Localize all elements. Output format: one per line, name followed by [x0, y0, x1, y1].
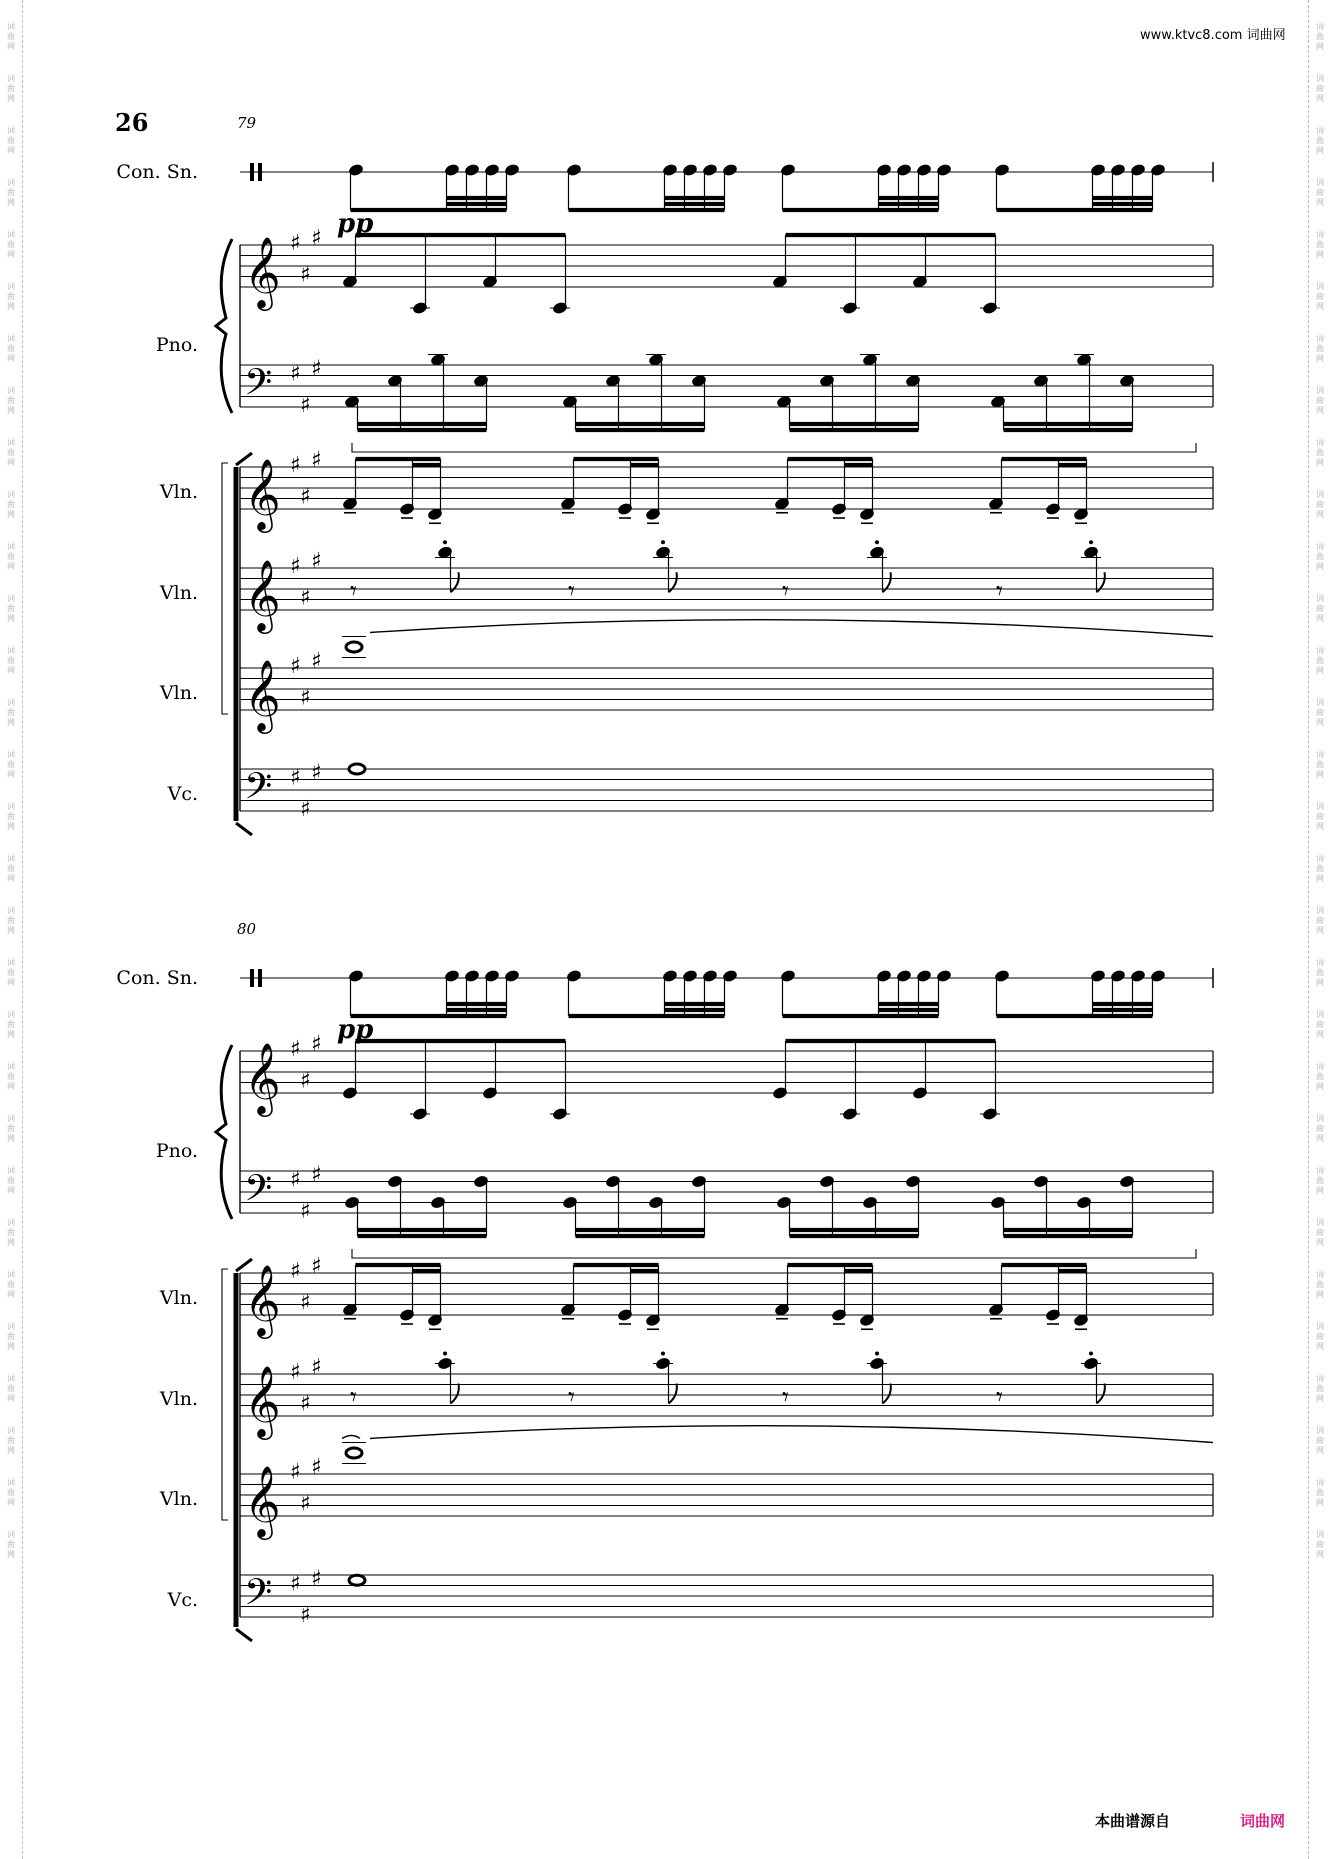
bracket-hook: [236, 1629, 252, 1641]
sharp-sign: ♯: [311, 1566, 322, 1592]
margin-glyph: 词: [7, 230, 15, 239]
footer-brand-text: 词曲网: [1240, 1812, 1286, 1830]
margin-glyph: 词: [1316, 230, 1324, 239]
page-number: 26: [115, 108, 149, 137]
margin-glyph: 词: [1316, 698, 1324, 707]
sharp-sign: ♯: [300, 1068, 311, 1094]
margin-glyph: 网: [1316, 770, 1324, 779]
margin-glyph: 网: [7, 406, 15, 415]
margin-glyph: 曲: [7, 84, 15, 93]
staccato-dot: [1089, 1352, 1093, 1356]
margin-glyph: 词: [7, 1478, 15, 1487]
margin-glyph: 网: [1316, 874, 1324, 883]
instrument-label: Vln.: [159, 1388, 198, 1410]
margin-glyph: 词: [1316, 386, 1324, 395]
margin-glyph: 曲: [7, 552, 15, 561]
margin-glyph: 网: [7, 198, 15, 207]
margin-glyph: 曲: [7, 1384, 15, 1393]
margin-glyph: 曲: [7, 136, 15, 145]
margin-glyph: 曲: [1316, 1436, 1324, 1445]
margin-glyph: 词: [1316, 178, 1324, 187]
margin-glyph: 词: [1316, 1322, 1324, 1331]
margin-glyph: 网: [7, 354, 15, 363]
note-flag: [883, 1384, 891, 1404]
margin-glyph: 网: [7, 1290, 15, 1299]
sharp-sign: ♯: [311, 648, 322, 674]
sharp-sign: ♯: [300, 585, 311, 611]
margin-glyph: 词: [7, 22, 15, 31]
margin-glyph: 网: [1316, 822, 1324, 831]
instrument-label: Vln.: [159, 1488, 198, 1510]
sharp-sign: ♯: [300, 1199, 311, 1224]
margin-glyph: 词: [7, 1218, 15, 1227]
margin-glyph: 网: [1316, 1342, 1324, 1351]
margin-glyph: 网: [1316, 614, 1324, 623]
margin-glyph: 网: [7, 1550, 15, 1559]
sharp-sign: ♯: [300, 1290, 311, 1316]
margin-glyph: 网: [7, 770, 15, 779]
note-flag: [451, 1384, 459, 1404]
margin-glyph: 曲: [1316, 968, 1324, 977]
margin-glyph: 网: [1316, 926, 1324, 935]
margin-glyph: 词: [1316, 1166, 1324, 1175]
bass-clef: 𝄢: [244, 1167, 273, 1219]
margin-glyph: 网: [7, 42, 15, 51]
eighth-rest: 𝄾: [568, 576, 575, 607]
treble-clef: 𝄞: [244, 235, 281, 308]
eighth-rest: 𝄾: [350, 1382, 357, 1413]
sharp-sign: ♯: [300, 1491, 311, 1517]
margin-glyph: 网: [1316, 198, 1324, 207]
margin-glyph: 网: [1316, 718, 1324, 727]
sharp-sign: ♯: [311, 1354, 322, 1380]
margin-glyph: 曲: [7, 864, 15, 873]
whole-note: [346, 1448, 362, 1458]
sharp-sign: ♯: [290, 453, 301, 478]
margin-glyph: 网: [1316, 666, 1324, 675]
margin-glyph: 词: [1316, 1062, 1324, 1071]
margin-glyph: 曲: [1316, 344, 1324, 353]
piano-brace: [216, 1045, 232, 1219]
percussion-clef: [258, 969, 262, 987]
margin-glyph: 网: [7, 822, 15, 831]
margin-glyph: 网: [1316, 42, 1324, 51]
margin-glyph: 曲: [1316, 188, 1324, 197]
instrument-label: Vln.: [159, 1287, 198, 1309]
treble-clef: 𝄞: [244, 457, 281, 530]
margin-glyph: 词: [1316, 854, 1324, 863]
sharp-sign: ♯: [300, 797, 311, 822]
margin-glyph: 曲: [7, 968, 15, 977]
margin-glyph: 网: [7, 1186, 15, 1195]
margin-glyph: 曲: [7, 916, 15, 925]
measure-number: 79: [237, 114, 257, 132]
instrument-label: Vc.: [167, 1589, 198, 1611]
margin-glyph: 词: [1316, 958, 1324, 967]
margin-glyph: 词: [1316, 1478, 1324, 1487]
eighth-rest: 𝄾: [996, 1382, 1003, 1413]
sharp-sign: ♯: [290, 1259, 301, 1284]
margin-glyph: 网: [1316, 1030, 1324, 1039]
margin-glyph: 曲: [7, 604, 15, 613]
margin-glyph: 网: [1316, 562, 1324, 571]
measure-number: 80: [237, 920, 257, 938]
margin-glyph: 网: [1316, 354, 1324, 363]
instrument-label: Pno.: [155, 1140, 198, 1162]
margin-glyph: 词: [1316, 750, 1324, 759]
margin-glyph: 曲: [1316, 656, 1324, 665]
staccato-dot: [875, 1352, 879, 1356]
sharp-sign: ♯: [311, 1454, 322, 1480]
margin-glyph: 词: [7, 802, 15, 811]
margin-glyph: 网: [7, 1342, 15, 1351]
margin-glyph: 曲: [7, 500, 15, 509]
margin-glyph: 网: [1316, 1290, 1324, 1299]
margin-glyph: 词: [1316, 1010, 1324, 1019]
margin-glyph: 网: [7, 146, 15, 155]
margin-glyph: 网: [7, 1134, 15, 1143]
whole-note: [349, 764, 365, 774]
margin-glyph: 词: [7, 958, 15, 967]
margin-glyph: 词: [7, 646, 15, 655]
margin-glyph: 曲: [7, 1176, 15, 1185]
treble-clef: 𝄞: [244, 1041, 281, 1114]
treble-clef: 𝄞: [244, 658, 281, 731]
margin-glyph: 词: [7, 906, 15, 915]
staccato-dot: [661, 540, 665, 544]
margin-glyph: 曲: [1316, 1020, 1324, 1029]
margin-glyph: 曲: [1316, 136, 1324, 145]
margin-glyph: 曲: [1316, 552, 1324, 561]
instrument-label: Vc.: [167, 783, 198, 805]
sharp-sign: ♯: [290, 554, 301, 579]
margin-glyph: 网: [7, 874, 15, 883]
margin-glyph: 网: [7, 614, 15, 623]
sharp-sign: ♯: [311, 1031, 322, 1057]
margin-glyph: 曲: [1316, 1072, 1324, 1081]
margin-glyph: 曲: [7, 1436, 15, 1445]
margin-glyph: 词: [7, 334, 15, 343]
margin-glyph: 词: [1316, 1530, 1324, 1539]
violin-subbracket: [222, 463, 228, 714]
margin-glyph: 网: [1316, 1498, 1324, 1507]
system-2: [116, 920, 1213, 1641]
margin-glyph: 网: [7, 978, 15, 987]
margin-glyph: 网: [1316, 94, 1324, 103]
tie-slur: [370, 620, 1213, 637]
margin-glyph: 曲: [7, 240, 15, 249]
margin-glyph: 曲: [1316, 1228, 1324, 1237]
eighth-rest: 𝄾: [782, 576, 789, 607]
margin-glyph: 网: [7, 1446, 15, 1455]
margin-glyph: 词: [7, 282, 15, 291]
margin-glyph: 词: [7, 594, 15, 603]
sharp-sign: ♯: [290, 361, 301, 387]
eighth-rest: 𝄾: [350, 576, 357, 607]
pedal-bracket: [352, 443, 1196, 452]
margin-glyph: 曲: [7, 1072, 15, 1081]
sharp-sign: ♯: [311, 225, 322, 251]
pedal-bracket: [352, 1249, 1196, 1258]
margin-glyph: 曲: [1316, 84, 1324, 93]
piano-brace: [216, 239, 232, 413]
margin-glyph: 词: [7, 1166, 15, 1175]
tie-slur: [370, 1426, 1213, 1443]
margin-glyph: 曲: [7, 188, 15, 197]
instrument-label: Pno.: [155, 334, 198, 356]
whole-note: [349, 1575, 365, 1585]
staccato-dot: [875, 540, 879, 544]
margin-glyph: 词: [7, 1010, 15, 1019]
margin-glyph: 曲: [1316, 1332, 1324, 1341]
margin-glyph: 网: [1316, 302, 1324, 311]
margin-glyph: 曲: [7, 1332, 15, 1341]
sharp-sign: ♯: [300, 1391, 311, 1417]
margin-glyph: 网: [1316, 406, 1324, 415]
margin-glyph: 词: [1316, 438, 1324, 447]
margin-glyph: 网: [7, 926, 15, 935]
staccato-dot: [1089, 540, 1093, 544]
margin-glyph: 曲: [7, 448, 15, 457]
margin-glyph: 曲: [1316, 1124, 1324, 1133]
violin-subbracket: [222, 1269, 228, 1520]
margin-glyph: 词: [7, 386, 15, 395]
margin-glyph: 词: [1316, 542, 1324, 551]
margin-glyph: 网: [7, 250, 15, 259]
margin-glyph: 网: [1316, 510, 1324, 519]
instrument-label: Vln.: [159, 582, 198, 604]
site-label: www.ktvc8.com 词曲网: [1140, 28, 1286, 43]
margin-glyph: 曲: [7, 32, 15, 41]
note-flag: [1097, 1384, 1105, 1404]
margin-glyph: 网: [7, 1030, 15, 1039]
margin-glyph: 网: [1316, 1394, 1324, 1403]
staccato-dot: [443, 1352, 447, 1356]
sharp-sign: ♯: [300, 393, 311, 418]
margin-glyph: 词: [7, 438, 15, 447]
percussion-clef: [250, 969, 254, 987]
margin-glyph: 曲: [1316, 708, 1324, 717]
margin-glyph: 网: [1316, 458, 1324, 467]
eighth-rest: 𝄾: [568, 1382, 575, 1413]
instrument-label: Con. Sn.: [116, 967, 198, 989]
treble-clef: 𝄞: [244, 1464, 281, 1537]
margin-glyph: 曲: [1316, 32, 1324, 41]
margin-glyph: 网: [1316, 1238, 1324, 1247]
instrument-label: Vln.: [159, 481, 198, 503]
margin-glyph: 网: [7, 666, 15, 675]
dynamic-marking: pp: [337, 209, 374, 239]
margin-glyph: 词: [7, 74, 15, 83]
margin-glyph: 曲: [7, 396, 15, 405]
margin-glyph: 网: [7, 510, 15, 519]
margin-glyph: 曲: [7, 812, 15, 821]
margin-glyph: 词: [7, 1530, 15, 1539]
margin-glyph: 曲: [7, 344, 15, 353]
margin-glyph: 词: [1316, 646, 1324, 655]
margin-glyph: 网: [1316, 250, 1324, 259]
margin-glyph: 曲: [1316, 500, 1324, 509]
margin-glyph: 曲: [1316, 812, 1324, 821]
margin-glyph: 曲: [1316, 1384, 1324, 1393]
sharp-sign: ♯: [290, 1360, 301, 1385]
margin-glyph: 词: [1316, 74, 1324, 83]
margin-glyph: 曲: [7, 708, 15, 717]
margin-glyph: 词: [7, 1374, 15, 1383]
margin-glyph: 词: [7, 1270, 15, 1279]
margin-glyph: 词: [7, 1062, 15, 1071]
margin-glyph: 网: [7, 1238, 15, 1247]
margin-glyph: 网: [1316, 1082, 1324, 1091]
sharp-sign: ♯: [300, 484, 311, 510]
sharp-sign: ♯: [290, 1460, 301, 1485]
margin-glyph: 词: [1316, 802, 1324, 811]
instrument-label: Con. Sn.: [116, 161, 198, 183]
percussion-clef: [258, 163, 262, 181]
margin-glyph: 词: [7, 750, 15, 759]
margin-glyph: 曲: [1316, 760, 1324, 769]
margin-glyph: 曲: [7, 1020, 15, 1029]
margin-glyph: 曲: [7, 1280, 15, 1289]
margin-glyph: 词: [1316, 1270, 1324, 1279]
sharp-sign: ♯: [300, 1603, 311, 1628]
sharp-sign: ♯: [290, 765, 301, 791]
margin-glyph: 词: [1316, 22, 1324, 31]
margin-glyph: 曲: [1316, 864, 1324, 873]
margin-glyph: 词: [1316, 594, 1324, 603]
margin-glyph: 词: [1316, 1374, 1324, 1383]
eighth-rest: 𝄾: [782, 1382, 789, 1413]
note-flag: [669, 1384, 677, 1404]
margin-glyph: 词: [7, 1114, 15, 1123]
margin-glyph: 网: [7, 718, 15, 727]
margin-glyph: 词: [1316, 906, 1324, 915]
treble-clef: 𝄞: [244, 558, 281, 631]
margin-glyph: 曲: [1316, 1540, 1324, 1549]
sharp-sign: ♯: [311, 356, 322, 382]
margin-glyph: 网: [1316, 978, 1324, 987]
margin-glyph: 曲: [7, 760, 15, 769]
sharp-sign: ♯: [311, 447, 322, 473]
margin-glyph: 网: [1316, 146, 1324, 155]
bass-clef: 𝄢: [244, 765, 273, 817]
margin-glyph: 词: [1316, 126, 1324, 135]
margin-glyph: 词: [1316, 1218, 1324, 1227]
margin-glyph: 词: [7, 126, 15, 135]
bass-clef: 𝄢: [244, 1571, 273, 1623]
dynamic-marking: pp: [337, 1015, 374, 1045]
margin-glyph: 曲: [7, 1488, 15, 1497]
staccato-dot: [443, 540, 447, 544]
margin-glyph: 词: [7, 1426, 15, 1435]
sharp-sign: ♯: [311, 1253, 322, 1279]
system-1: [116, 114, 1213, 835]
tie-continuation: [342, 1436, 360, 1439]
margin-glyph: 词: [1316, 1426, 1324, 1435]
margin-glyph: 网: [7, 562, 15, 571]
sharp-sign: ♯: [290, 1571, 301, 1597]
margin-glyph: 曲: [1316, 604, 1324, 613]
margin-glyph: 网: [7, 302, 15, 311]
margin-glyph: 曲: [1316, 1488, 1324, 1497]
margin-glyph: 词: [7, 178, 15, 187]
margin-glyph: 词: [1316, 282, 1324, 291]
sharp-sign: ♯: [300, 262, 311, 288]
sharp-sign: ♯: [311, 760, 322, 786]
margin-glyph: 网: [1316, 1186, 1324, 1195]
margin-glyph: 词: [1316, 490, 1324, 499]
margin-glyph: 曲: [7, 1540, 15, 1549]
eighth-rest: 𝄾: [996, 576, 1003, 607]
margin-glyph: 词: [7, 854, 15, 863]
margin-glyph: 曲: [7, 1228, 15, 1237]
margin-glyph: 曲: [1316, 1280, 1324, 1289]
percussion-clef: [250, 163, 254, 181]
sharp-sign: ♯: [311, 548, 322, 574]
sharp-sign: ♯: [290, 654, 301, 679]
margin-glyph: 词: [7, 542, 15, 551]
margin-glyph: 网: [1316, 1550, 1324, 1559]
margin-glyph: 曲: [1316, 396, 1324, 405]
margin-glyph: 网: [7, 94, 15, 103]
margin-glyph: 网: [7, 1498, 15, 1507]
sharp-sign: ♯: [300, 685, 311, 711]
whole-note: [346, 642, 362, 652]
margin-glyph: 曲: [7, 1124, 15, 1133]
margin-glyph: 词: [7, 1322, 15, 1331]
margin-glyph: 曲: [1316, 916, 1324, 925]
margin-glyph: 曲: [7, 292, 15, 301]
margin-glyph: 网: [7, 1082, 15, 1091]
sharp-sign: ♯: [290, 1037, 301, 1062]
staccato-dot: [661, 1352, 665, 1356]
margin-glyph: 曲: [1316, 292, 1324, 301]
margin-glyph: 词: [1316, 1114, 1324, 1123]
margin-glyph: 网: [7, 1394, 15, 1403]
bracket-hook: [236, 823, 252, 835]
margin-glyph: 曲: [1316, 1176, 1324, 1185]
margin-glyph: 网: [7, 458, 15, 467]
margin-glyph: 网: [1316, 1134, 1324, 1143]
bass-clef: 𝄢: [244, 361, 273, 413]
footer-source-text: 本曲谱源自: [1095, 1812, 1171, 1830]
margin-glyph: 曲: [7, 656, 15, 665]
margin-glyph: 词: [7, 490, 15, 499]
sharp-sign: ♯: [290, 1167, 301, 1193]
instrument-label: Vln.: [159, 682, 198, 704]
margin-glyph: 词: [1316, 334, 1324, 343]
treble-clef: 𝄞: [244, 1263, 281, 1336]
margin-glyph: 网: [1316, 1446, 1324, 1455]
sharp-sign: ♯: [290, 231, 301, 256]
margin-glyph: 曲: [1316, 448, 1324, 457]
margin-glyph: 曲: [1316, 240, 1324, 249]
sharp-sign: ♯: [311, 1162, 322, 1188]
treble-clef: 𝄞: [244, 1364, 281, 1437]
margin-glyph: 词: [7, 698, 15, 707]
